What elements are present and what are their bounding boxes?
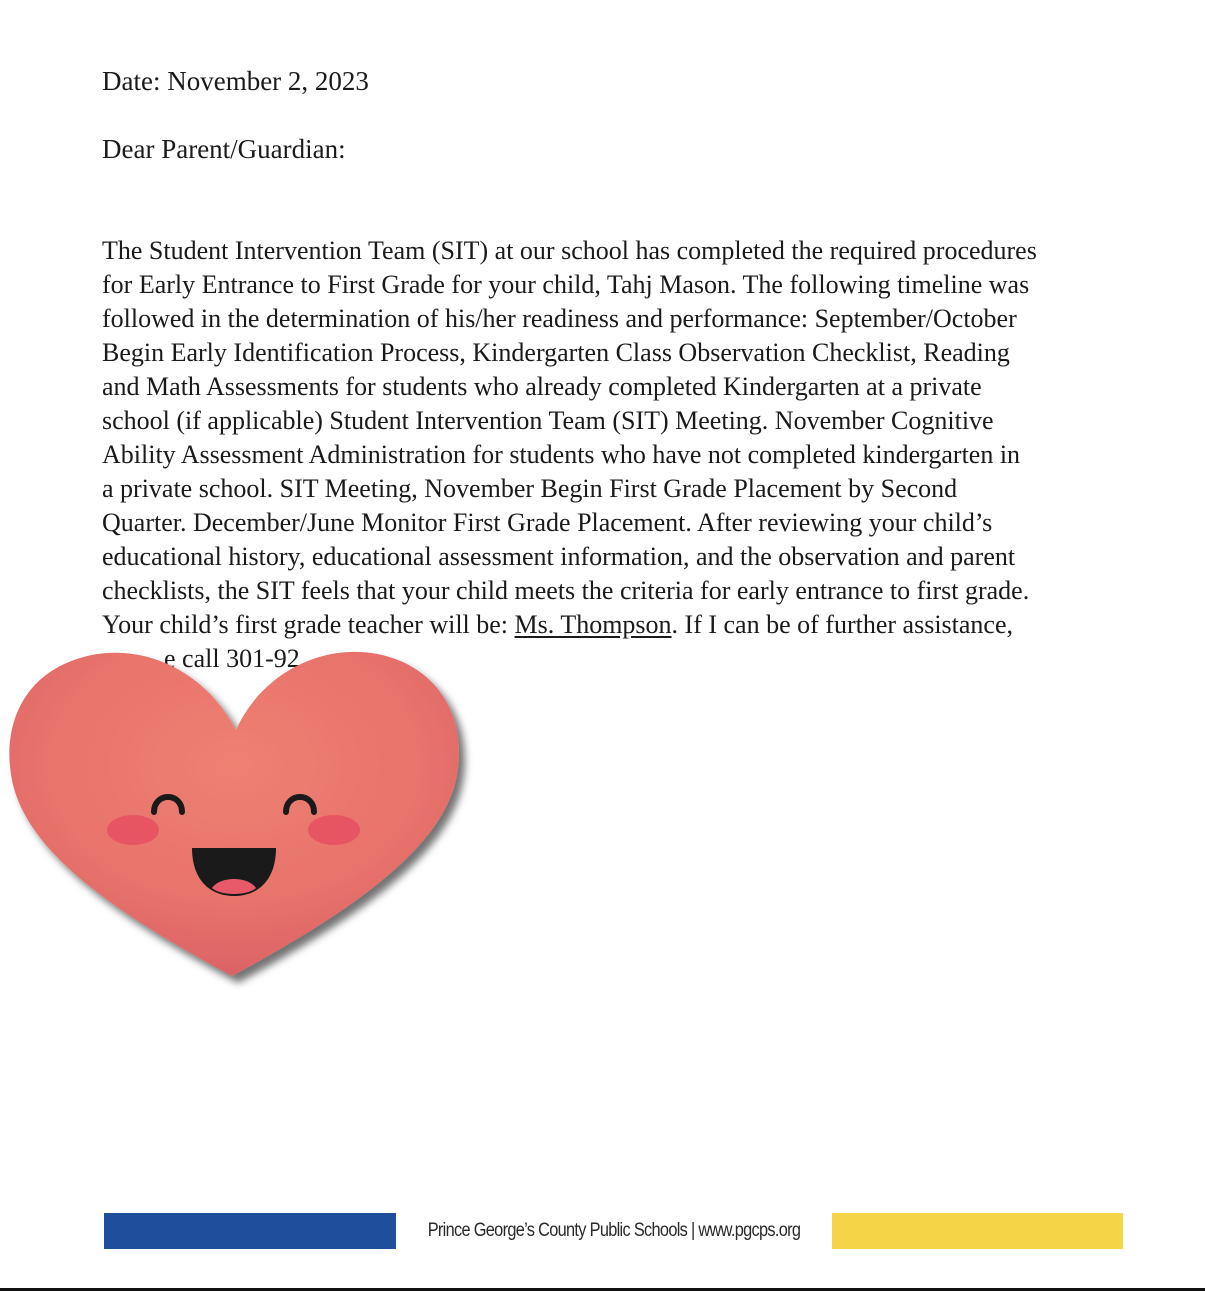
body-line: The Student Intervention Team (SIT) at our school has completed the required procedures bbox=[102, 236, 1037, 265]
body-line: followed in the determination of his/her readiness and performance: September/October bbox=[102, 304, 1017, 333]
teacher-line-suffix: . If I can be of further assistance, bbox=[671, 610, 1013, 639]
left-cheek bbox=[107, 815, 159, 845]
body-line: a private school. SIT Meeting, November Begin First Grade Placement by Second bbox=[102, 474, 958, 503]
body-line: school (if applicable) Student Intervention Team (SIT) Meeting. November Cognitive bbox=[102, 406, 994, 435]
footer-text: Prince George’s County Public Schools | www.pgcps.org bbox=[427, 1220, 801, 1241]
letter-salutation: Dear Parent/Guardian: bbox=[102, 134, 346, 164]
body-line: Quarter. December/June Monitor First Grade Placement. After reviewing your child’s bbox=[102, 508, 993, 537]
smiling-heart-icon bbox=[0, 630, 480, 990]
teacher-name: Ms. Thompson bbox=[514, 610, 672, 639]
letter-date: Date: November 2, 2023 bbox=[102, 66, 369, 96]
body-line: Begin Early Identification Process, Kindergarten Class Observation Checklist, Reading bbox=[102, 338, 1010, 367]
body-line: and Math Assessments for students who already completed Kindergarten at a private bbox=[102, 372, 982, 401]
body-line: Ability Assessment Administration for students who have not completed kindergarten in bbox=[102, 440, 1021, 469]
footer-blue-bar bbox=[104, 1213, 396, 1249]
partial-phone-text: e call 301-92 bbox=[164, 644, 300, 673]
body-line: educational history, educational assessment information, and the observation and parent bbox=[102, 542, 1016, 571]
letter-body bbox=[102, 234, 1037, 676]
body-line: for Early Entrance to First Grade for your child, Tahj Mason. The following timeline was bbox=[102, 270, 1030, 299]
right-cheek bbox=[308, 815, 360, 845]
heart-shape bbox=[9, 652, 459, 976]
footer-yellow-bar bbox=[832, 1213, 1123, 1249]
body-line: checklists, the SIT feels that your child meets the criteria for early entrance to first grade. bbox=[102, 576, 1030, 605]
teacher-line-prefix: Your child’s first grade teacher will be: bbox=[102, 610, 515, 639]
